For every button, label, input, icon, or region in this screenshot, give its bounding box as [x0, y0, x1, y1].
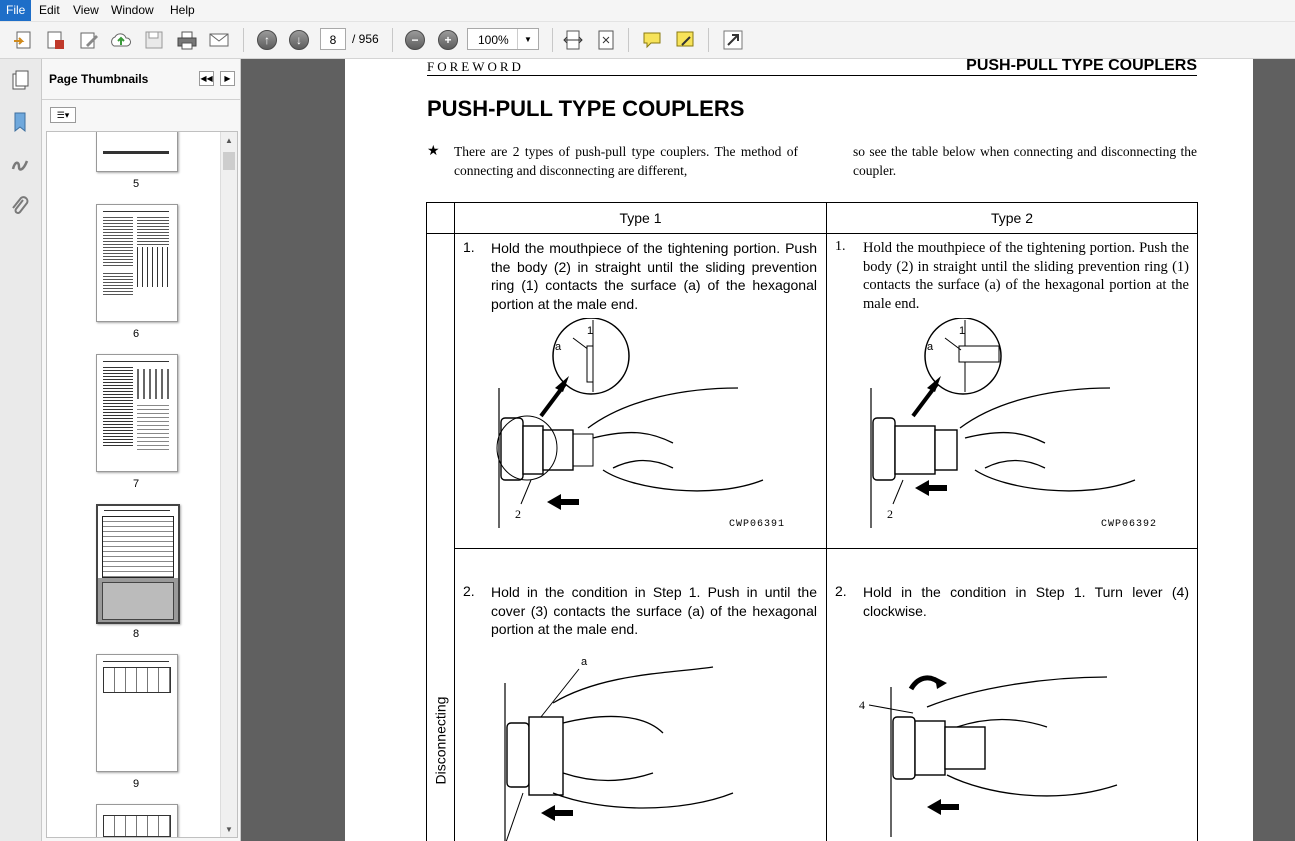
menu-help[interactable]: Help — [170, 3, 195, 17]
save-icon — [143, 29, 165, 51]
pdf-export-icon — [44, 29, 66, 51]
thumbnail-page-10[interactable] — [96, 804, 178, 838]
star-bullet: ★ — [427, 142, 440, 158]
highlight-button[interactable] — [672, 28, 698, 52]
page-total: / 956 — [352, 32, 379, 46]
svg-text:2: 2 — [887, 507, 893, 521]
attachments-tab[interactable] — [7, 193, 33, 219]
thumbnails-header — [42, 59, 240, 100]
svg-text:a: a — [927, 341, 934, 353]
step-number: 2. — [835, 583, 847, 599]
zoom-out-button[interactable] — [402, 28, 428, 52]
print-button[interactable] — [174, 28, 200, 52]
coupler-figure-type2-step1 — [865, 318, 1165, 528]
signature-icon — [9, 153, 31, 175]
intro-text-left: There are 2 types of push-pull type couplers. The method of connecting and disconnecting are different, — [454, 144, 798, 178]
coupler-figure-type2-step2 — [857, 667, 1157, 837]
menu-bar — [0, 0, 1295, 22]
thumbnail-page-6[interactable] — [96, 204, 178, 322]
step1-type2-text: Hold the mouthpiece of the tightening portion. Push the body (2) in straight until the sliding prevention ring (1) contacts the surface (a) of the hexagonal portion at the male end. — [863, 240, 1189, 312]
mail-icon — [208, 29, 230, 51]
running-header-left: FOREWORD — [427, 59, 524, 74]
coupler-figure-type1-step2 — [493, 653, 793, 841]
previous-page-button[interactable] — [254, 28, 280, 52]
collapse-panel-button[interactable] — [199, 71, 214, 86]
zoom-in-button[interactable] — [435, 28, 461, 52]
scrollbar-thumb[interactable] — [223, 152, 235, 170]
fullscreen-button[interactable] — [720, 28, 746, 52]
step2-type2-text: Hold in the condition in Step 1. Turn lever (4) clockwise. — [863, 584, 1189, 619]
thumbnail-list[interactable] — [46, 131, 238, 838]
menu-window[interactable]: Window — [111, 3, 154, 17]
thumbnail-page-9[interactable] — [96, 654, 178, 772]
create-pdf-icon — [12, 29, 34, 51]
step-number: 1. — [835, 239, 846, 254]
coupler-table — [426, 202, 1198, 841]
save-button[interactable] — [141, 28, 167, 52]
svg-text:a: a — [555, 341, 562, 353]
expand-icon — [722, 29, 744, 51]
edit-icon — [78, 29, 100, 51]
pdf-page — [345, 59, 1253, 841]
cloud-upload-icon — [109, 29, 133, 51]
chevron-right-icon: ▶ — [224, 74, 231, 83]
page-number-input[interactable]: 8 — [320, 28, 346, 50]
step1-type1-text: Hold the mouthpiece of the tightening portion. Push the body (2) in straight until the sliding prevention ring (1) contacts the surface (a) of the hexagonal portion at the male end. — [491, 240, 817, 312]
step2-type1-cell — [455, 549, 827, 841]
highlight-icon — [674, 29, 696, 51]
menu-file[interactable]: File — [0, 0, 31, 21]
intro-text-right: so see the table below when connecting and disconnecting the coupler. — [853, 144, 1197, 178]
fit-width-icon — [562, 29, 584, 51]
thumbnail-label-9: 9 — [132, 778, 140, 790]
scroll-down-icon[interactable]: ▼ — [225, 824, 233, 834]
fit-page-icon — [595, 29, 617, 51]
chevron-down-icon[interactable]: ▼ — [517, 29, 538, 49]
thumbnail-page-5[interactable] — [96, 131, 178, 172]
page-thumbnails-tab[interactable] — [7, 67, 33, 93]
comment-button[interactable] — [639, 28, 665, 52]
step1-type1-cell — [455, 234, 827, 549]
figure-code-1: CWP06391 — [729, 519, 786, 530]
zoom-value: 100% — [478, 33, 509, 47]
running-header-right: PUSH-PULL TYPE COUPLERS — [966, 59, 1197, 74]
svg-text:a: a — [581, 656, 588, 668]
step2-type1-text: Hold in the condition in Step 1. Push in until the cover (3) contacts the surface (a) of the hexagonal portion at the male end. — [491, 584, 817, 637]
upload-button[interactable] — [108, 28, 134, 52]
paperclip-icon — [9, 195, 31, 217]
thumbnail-label-5: 5 — [132, 178, 140, 190]
thumbnail-label-7: 7 — [132, 478, 140, 490]
svg-text:1: 1 — [587, 325, 594, 337]
bookmark-icon — [9, 111, 31, 133]
column-header-type2: Type 2 — [827, 203, 1198, 234]
step2-type2-cell — [827, 549, 1198, 841]
menu-edit[interactable]: Edit — [39, 3, 60, 17]
thumbnails-panel — [42, 59, 241, 841]
edit-pdf-button[interactable] — [76, 28, 102, 52]
create-pdf-button[interactable] — [10, 28, 36, 52]
thumbnail-options-button[interactable] — [50, 107, 76, 123]
svg-text:1: 1 — [959, 325, 966, 337]
navigation-rail — [0, 59, 42, 841]
thumbnail-page-7[interactable] — [96, 354, 178, 472]
fit-page-button[interactable] — [593, 28, 619, 52]
step-number: 2. — [463, 583, 475, 599]
pages-icon — [9, 69, 31, 91]
side-cell — [427, 234, 455, 841]
email-button[interactable] — [206, 28, 232, 52]
printer-icon — [176, 29, 198, 51]
figure-code-2: CWP06392 — [1101, 519, 1158, 530]
menu-view[interactable]: View — [73, 3, 99, 17]
panel-menu-button[interactable] — [220, 71, 235, 86]
minus-icon: − — [405, 30, 425, 50]
header-rule — [427, 75, 1197, 76]
step1-type2-cell — [827, 234, 1198, 549]
side-label-disconnecting: Disconnecting — [432, 696, 449, 785]
scroll-up-icon[interactable]: ▲ — [225, 135, 233, 145]
thumbnails-title: Page Thumbnails — [49, 72, 149, 86]
thumbnail-label-8: 8 — [132, 628, 140, 640]
svg-text:4: 4 — [859, 698, 865, 712]
next-page-button[interactable] — [286, 28, 312, 52]
column-header-type1: Type 1 — [455, 203, 827, 234]
bookmarks-tab[interactable] — [7, 109, 33, 135]
plus-icon: + — [438, 30, 458, 50]
comment-icon — [641, 29, 663, 51]
zoom-select[interactable] — [467, 28, 539, 50]
step-number: 1. — [463, 239, 475, 255]
thumbnail-label-6: 6 — [132, 328, 140, 340]
thumbnail-scrollbar[interactable] — [220, 132, 237, 837]
arrow-up-icon: ↑ — [257, 30, 277, 50]
signatures-tab[interactable] — [7, 151, 33, 177]
document-viewport[interactable] — [241, 59, 1295, 841]
thumbnail-page-8-current[interactable] — [96, 504, 180, 624]
fit-width-button[interactable] — [560, 28, 586, 52]
toolbar — [0, 22, 1295, 59]
double-chevron-left-icon: ◀◀ — [200, 74, 213, 83]
svg-text:2: 2 — [515, 507, 521, 521]
coupler-figure-type1-step1 — [493, 318, 793, 528]
page-title: PUSH-PULL TYPE COUPLERS — [427, 96, 745, 121]
arrow-down-icon: ↓ — [289, 30, 309, 50]
export-pdf-button[interactable] — [42, 28, 68, 52]
list-options-icon: ☰▾ — [56, 109, 70, 120]
